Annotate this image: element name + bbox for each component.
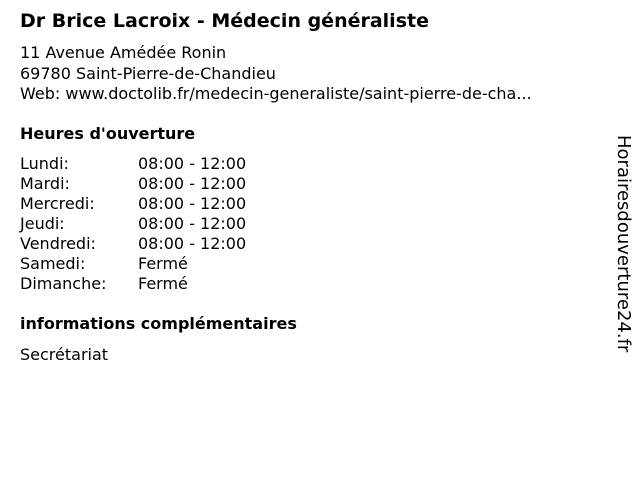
hours-value: 08:00 - 12:00 (138, 234, 247, 253)
hours-value: Fermé (138, 274, 188, 293)
hours-value: 08:00 - 12:00 (138, 214, 247, 233)
additional-info-heading: informations complémentaires (20, 314, 297, 333)
address-block (20, 43, 532, 105)
opening-hours-heading: Heures d'ouverture (20, 124, 196, 143)
day-label: Samedi: (20, 254, 86, 273)
hours-value: 08:00 - 12:00 (138, 174, 247, 193)
street-address: 11 Avenue Amédée Ronin (20, 43, 227, 62)
day-label: Mardi: (20, 174, 70, 193)
page-title: Dr Brice Lacroix - Médecin généraliste (20, 10, 429, 32)
day-label: Lundi: (20, 154, 69, 173)
hours-value: 08:00 - 12:00 (138, 194, 247, 213)
day-label: Jeudi: (20, 214, 65, 233)
day-label: Mercredi: (20, 194, 95, 213)
site-watermark: Horairesdouverture24.fr (613, 135, 634, 353)
day-label: Dimanche: (20, 274, 107, 293)
hours-value: Fermé (138, 254, 188, 273)
day-label: Vendredi: (20, 234, 96, 253)
website-line: Web: www.doctolib.fr/medecin-generaliste/saint-pierre-de-cha... (20, 84, 532, 103)
additional-info-text: Secrétariat (20, 345, 109, 364)
city-postcode: 69780 Saint-Pierre-de-Chandieu (20, 63, 276, 83)
hours-value: 08:00 - 12:00 (138, 154, 247, 173)
